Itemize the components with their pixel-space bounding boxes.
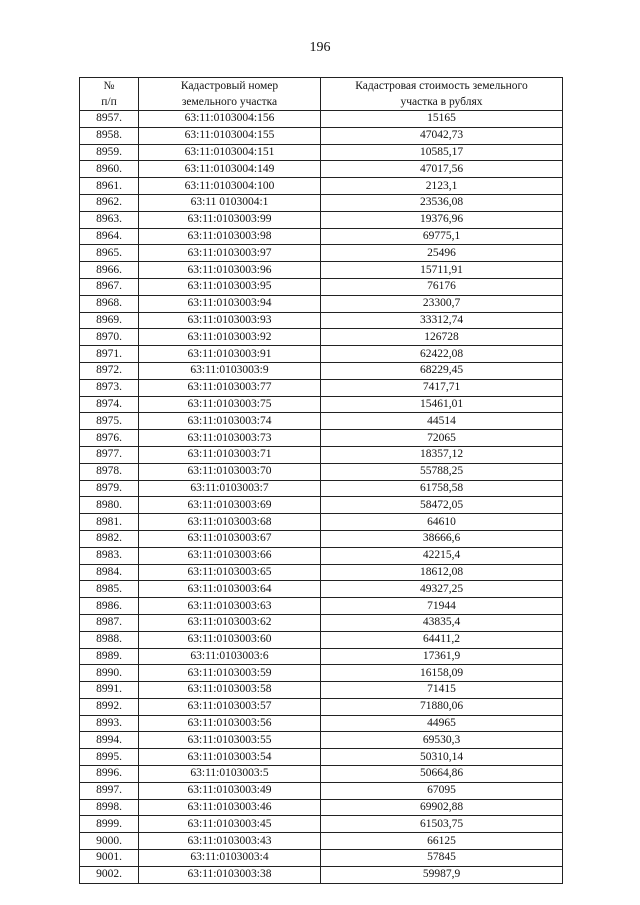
table-row: [80, 833, 563, 850]
cadastral-value-cell: 71880,06: [321, 698, 563, 715]
table-row: [80, 514, 563, 531]
table-row: [80, 749, 563, 766]
table-row: [80, 312, 563, 329]
cadastral-number-cell: 63:11:0103003:75: [139, 396, 321, 413]
row-number-cell: 8976.: [80, 430, 139, 447]
cadastral-value-cell: 49327,25: [321, 581, 563, 598]
cadastral-number-cell: 63:11:0103003:63: [139, 598, 321, 615]
cadastral-value-cell: 19376,96: [321, 211, 563, 228]
row-number-cell: 8957.: [80, 111, 139, 128]
cadastral-number-cell: 63:11:0103003:99: [139, 211, 321, 228]
table-row: [80, 850, 563, 867]
row-number-cell: 8998.: [80, 799, 139, 816]
cadastral-value-cell: 71415: [321, 682, 563, 699]
row-number-cell: 8965.: [80, 245, 139, 262]
table-row: [80, 480, 563, 497]
cadastral-number-cell: 63:11:0103003:60: [139, 631, 321, 648]
table-row: [80, 614, 563, 631]
table-row: [80, 194, 563, 211]
cadastral-value-cell: 59987,9: [321, 866, 563, 883]
cadastral-value-cell: 71944: [321, 598, 563, 615]
cadastral-number-cell: 63:11:0103003:4: [139, 850, 321, 867]
table-row: [80, 144, 563, 161]
cadastral-number-cell: 63:11:0103003:59: [139, 665, 321, 682]
cadastral-table: [79, 77, 563, 884]
row-number-cell: 8999.: [80, 816, 139, 833]
row-number-cell: 8983.: [80, 547, 139, 564]
table-row: [80, 665, 563, 682]
cadastral-value-cell: 68229,45: [321, 362, 563, 379]
row-number-cell: 8993.: [80, 715, 139, 732]
cadastral-number-cell: 63:11:0103003:71: [139, 446, 321, 463]
row-number-cell: 8982.: [80, 530, 139, 547]
cadastral-number-cell: 63:11:0103003:92: [139, 329, 321, 346]
row-number-cell: 8961.: [80, 178, 139, 195]
row-number-cell: 8997.: [80, 782, 139, 799]
row-number-cell: 9000.: [80, 833, 139, 850]
cadastral-number-cell: 63:11:0103003:5: [139, 766, 321, 783]
cadastral-value-cell: 69902,88: [321, 799, 563, 816]
table-row: [80, 245, 563, 262]
table-row: [80, 698, 563, 715]
cadastral-number-cell: 63:11:0103003:93: [139, 312, 321, 329]
cadastral-value-cell: 10585,17: [321, 144, 563, 161]
row-number-cell: 8967.: [80, 278, 139, 295]
header-cadastral-value: [321, 78, 563, 111]
row-number-cell: 8960.: [80, 161, 139, 178]
row-number-cell: 8975.: [80, 413, 139, 430]
cadastral-number-cell: 63:11:0103004:151: [139, 144, 321, 161]
header-cadastral-value-line-2: участка в рублях: [400, 96, 483, 108]
table-row: [80, 396, 563, 413]
table-header: [80, 78, 563, 111]
cadastral-value-cell: 69775,1: [321, 228, 563, 245]
cadastral-value-cell: 42215,4: [321, 547, 563, 564]
cadastral-number-cell: 63:11:0103003:38: [139, 866, 321, 883]
cadastral-number-cell: 63:11:0103003:43: [139, 833, 321, 850]
row-number-cell: 8979.: [80, 480, 139, 497]
cadastral-number-cell: 63:11:0103003:94: [139, 295, 321, 312]
header-cadastral-number: [139, 78, 321, 111]
table-row: [80, 379, 563, 396]
page-number: 196: [309, 40, 331, 55]
cadastral-value-cell: 2123,1: [321, 178, 563, 195]
row-number-cell: 8962.: [80, 194, 139, 211]
row-number-cell: 9002.: [80, 866, 139, 883]
row-number-cell: 8985.: [80, 581, 139, 598]
cadastral-number-cell: 63:11:0103003:56: [139, 715, 321, 732]
row-number-cell: 8991.: [80, 682, 139, 699]
cadastral-value-cell: 58472,05: [321, 497, 563, 514]
cadastral-number-cell: 63:11:0103003:77: [139, 379, 321, 396]
header-row: [80, 78, 563, 111]
cadastral-number-cell: 63:11:0103003:66: [139, 547, 321, 564]
row-number-cell: 8968.: [80, 295, 139, 312]
cadastral-number-cell: 63:11:0103003:58: [139, 682, 321, 699]
cadastral-value-cell: 72065: [321, 430, 563, 447]
row-number-cell: 8977.: [80, 446, 139, 463]
cadastral-value-cell: 47017,56: [321, 161, 563, 178]
cadastral-value-cell: 64411,2: [321, 631, 563, 648]
cadastral-value-cell: 23300,7: [321, 295, 563, 312]
cadastral-value-cell: 62422,08: [321, 346, 563, 363]
row-number-cell: 8963.: [80, 211, 139, 228]
row-number-cell: 8992.: [80, 698, 139, 715]
table-body: [80, 111, 563, 884]
table-row: [80, 581, 563, 598]
table-row: [80, 329, 563, 346]
table-row: [80, 816, 563, 833]
cadastral-value-cell: 67095: [321, 782, 563, 799]
row-number-cell: 8966.: [80, 262, 139, 279]
row-number-cell: 8986.: [80, 598, 139, 615]
cadastral-value-cell: 50310,14: [321, 749, 563, 766]
table-row: [80, 463, 563, 480]
row-number-cell: 8981.: [80, 514, 139, 531]
table-row: [80, 295, 563, 312]
row-number-cell: 8980.: [80, 497, 139, 514]
row-number-cell: 9001.: [80, 850, 139, 867]
table-row: [80, 598, 563, 615]
row-number-cell: 8959.: [80, 144, 139, 161]
table-row: [80, 782, 563, 799]
cadastral-value-cell: 15165: [321, 111, 563, 128]
cadastral-number-cell: 63:11:0103003:7: [139, 480, 321, 497]
row-number-cell: 8972.: [80, 362, 139, 379]
table-row: [80, 446, 563, 463]
cadastral-value-cell: 25496: [321, 245, 563, 262]
row-number-cell: 8969.: [80, 312, 139, 329]
cadastral-number-cell: 63:11 0103004:1: [139, 194, 321, 211]
cadastral-number-cell: 63:11:0103003:49: [139, 782, 321, 799]
row-number-cell: 8987.: [80, 614, 139, 631]
cadastral-number-cell: 63:11:0103004:100: [139, 178, 321, 195]
cadastral-number-cell: 63:11:0103003:57: [139, 698, 321, 715]
cadastral-value-cell: 47042,73: [321, 127, 563, 144]
table-row: [80, 799, 563, 816]
cadastral-value-cell: 126728: [321, 329, 563, 346]
cadastral-number-cell: 63:11:0103003:65: [139, 564, 321, 581]
table-row: [80, 346, 563, 363]
table-row: [80, 413, 563, 430]
cadastral-number-cell: 63:11:0103003:46: [139, 799, 321, 816]
row-number-cell: 8995.: [80, 749, 139, 766]
row-number-cell: 8978.: [80, 463, 139, 480]
cadastral-number-cell: 63:11:0103003:95: [139, 278, 321, 295]
cadastral-number-cell: 63:11:0103003:91: [139, 346, 321, 363]
cadastral-value-cell: 44965: [321, 715, 563, 732]
table-row: [80, 715, 563, 732]
cadastral-number-cell: 63:11:0103003:6: [139, 648, 321, 665]
table-row: [80, 278, 563, 295]
cadastral-value-cell: 17361,9: [321, 648, 563, 665]
header-cadastral-value-line-1: Кадастровая стоимость земельного: [355, 80, 528, 92]
table-row: [80, 682, 563, 699]
table-row: [80, 262, 563, 279]
table-row: [80, 178, 563, 195]
cadastral-value-cell: 57845: [321, 850, 563, 867]
table-row: [80, 547, 563, 564]
cadastral-number-cell: 63:11:0103003:54: [139, 749, 321, 766]
table-row: [80, 228, 563, 245]
table-row: [80, 732, 563, 749]
header-cadastral-number-line-2: земельного участка: [181, 96, 278, 108]
cadastral-value-cell: 50664,86: [321, 766, 563, 783]
row-number-cell: 8964.: [80, 228, 139, 245]
table-row: [80, 564, 563, 581]
row-number-cell: 8994.: [80, 732, 139, 749]
row-number-cell: 8984.: [80, 564, 139, 581]
table-row: [80, 497, 563, 514]
table-row: [80, 211, 563, 228]
cadastral-value-cell: 18357,12: [321, 446, 563, 463]
header-number-line-2: п/п: [101, 96, 117, 108]
cadastral-value-cell: 15711,91: [321, 262, 563, 279]
cadastral-number-cell: 63:11:0103003:62: [139, 614, 321, 631]
cadastral-number-cell: 63:11:0103003:73: [139, 430, 321, 447]
cadastral-number-cell: 63:11:0103003:69: [139, 497, 321, 514]
cadastral-value-cell: 38666,6: [321, 530, 563, 547]
cadastral-value-cell: 43835,4: [321, 614, 563, 631]
row-number-cell: 8973.: [80, 379, 139, 396]
cadastral-value-cell: 76176: [321, 278, 563, 295]
cadastral-value-cell: 44514: [321, 413, 563, 430]
cadastral-value-cell: 23536,08: [321, 194, 563, 211]
cadastral-number-cell: 63:11:0103003:96: [139, 262, 321, 279]
cadastral-value-cell: 7417,71: [321, 379, 563, 396]
cadastral-number-cell: 63:11:0103003:98: [139, 228, 321, 245]
cadastral-number-cell: 63:11:0103004:149: [139, 161, 321, 178]
row-number-cell: 8996.: [80, 766, 139, 783]
cadastral-value-cell: 33312,74: [321, 312, 563, 329]
cadastral-value-cell: 55788,25: [321, 463, 563, 480]
cadastral-number-cell: 63:11:0103003:68: [139, 514, 321, 531]
cadastral-value-cell: 18612,08: [321, 564, 563, 581]
header-cadastral-number-line-1: Кадастровый номер: [180, 80, 279, 92]
row-number-cell: 8989.: [80, 648, 139, 665]
cadastral-value-cell: 64610: [321, 514, 563, 531]
cadastral-value-cell: 69530,3: [321, 732, 563, 749]
table-row: [80, 430, 563, 447]
row-number-cell: 8990.: [80, 665, 139, 682]
table-row: [80, 127, 563, 144]
table-row: [80, 111, 563, 128]
table-row: [80, 631, 563, 648]
table-row: [80, 362, 563, 379]
cadastral-value-cell: 66125: [321, 833, 563, 850]
header-number-line-1: №: [103, 80, 115, 92]
table-row: [80, 648, 563, 665]
row-number-cell: 8958.: [80, 127, 139, 144]
cadastral-number-cell: 63:11:0103003:64: [139, 581, 321, 598]
table-row: [80, 866, 563, 883]
cadastral-number-cell: 63:11:0103004:155: [139, 127, 321, 144]
table-row: [80, 530, 563, 547]
table-row: [80, 766, 563, 783]
row-number-cell: 8971.: [80, 346, 139, 363]
cadastral-number-cell: 63:11:0103003:9: [139, 362, 321, 379]
row-number-cell: 8970.: [80, 329, 139, 346]
cadastral-number-cell: 63:11:0103004:156: [139, 111, 321, 128]
cadastral-number-cell: 63:11:0103003:70: [139, 463, 321, 480]
cadastral-number-cell: 63:11:0103003:55: [139, 732, 321, 749]
cadastral-number-cell: 63:11:0103003:45: [139, 816, 321, 833]
row-number-cell: 8974.: [80, 396, 139, 413]
cadastral-number-cell: 63:11:0103003:74: [139, 413, 321, 430]
cadastral-value-cell: 15461,01: [321, 396, 563, 413]
cadastral-value-cell: 61503,75: [321, 816, 563, 833]
cadastral-number-cell: 63:11:0103003:97: [139, 245, 321, 262]
table-row: [80, 161, 563, 178]
cadastral-number-cell: 63:11:0103003:67: [139, 530, 321, 547]
header-number: [80, 78, 139, 111]
row-number-cell: 8988.: [80, 631, 139, 648]
cadastral-value-cell: 61758,58: [321, 480, 563, 497]
cadastral-value-cell: 16158,09: [321, 665, 563, 682]
